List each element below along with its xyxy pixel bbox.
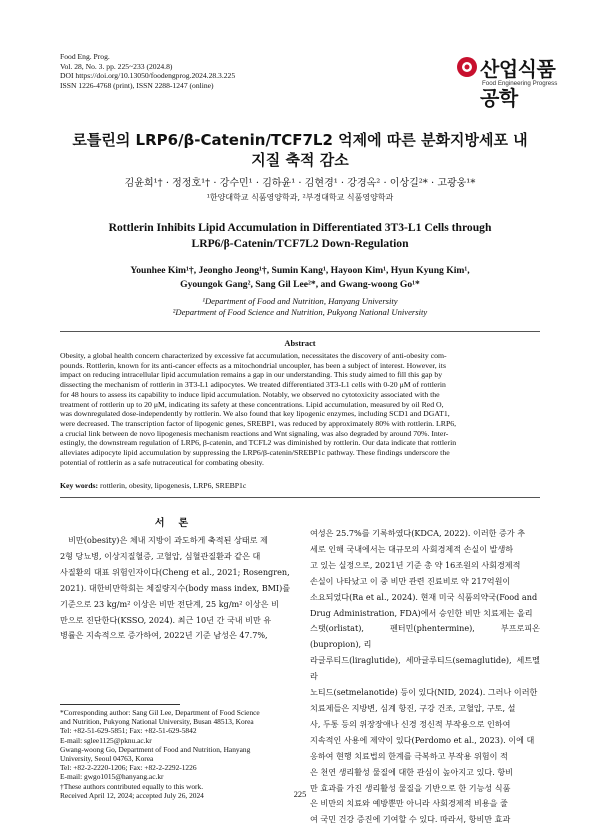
- body-line: 치료제들은 지방변, 심계 항진, 구강 건조, 고혈압, 구토, 설: [310, 702, 516, 713]
- abstract-line: treatment of rottlerin up to 20 μM, indicating its safety at these concentrations. Lipid accumulation, measured by oil Red O,: [60, 399, 444, 409]
- body-line: 세로 인해 국내에서는 대규모의 사회경제적 손실이 발생하: [310, 543, 514, 554]
- body-line: 노티드(setmelanotide) 등이 있다(NID, 2024). 그러나 이러한: [310, 687, 538, 698]
- journal-logo-icon: [456, 56, 478, 78]
- footnote-line: †These authors contributed equally to this work.: [60, 781, 204, 791]
- body-line: 기준으로 23 kg/m² 이상은 비만 전단계, 25 kg/m² 이상은 비: [60, 598, 279, 609]
- journal-doi: DOI https://doi.org/10.13050/foodengprog.2024.28.3.225: [60, 71, 236, 81]
- keywords-label: Key words:: [60, 481, 99, 490]
- journal-logo-subtitle: Food Engineering Progress: [482, 80, 558, 87]
- english-title-line: Rottlerin Inhibits Lipid Accumulation in Differentiated 3T3-L1 Cells through: [108, 221, 492, 234]
- abstract-line: Obesity, a global health concern characterized by excessive fat accumulation, necessitates the discovery of anti-obesity com-: [60, 351, 447, 360]
- journal-info: [60, 52, 235, 90]
- abstract-line: pounds. Rottlerin, known for its anti-cancer effects as a mitochondrial uncoupler, has been a subject of interest. However, its: [60, 360, 446, 370]
- body-line: 여 국민 건강 증진에 기여할 수 있다. 따라서, 항비만 효과: [310, 814, 511, 825]
- left-column: [60, 533, 297, 644]
- body-line: 라글루티드(liraglutide), 세마글루티드(semaglutide), 세트멜라: [310, 655, 540, 682]
- footnote-line: University, Seoul 04763, Korea: [60, 754, 154, 764]
- korean-title-line: 지질 축적 감소: [251, 151, 349, 169]
- footnote-line: E-mail: sglee1125@pknu.ac.kr: [60, 735, 152, 745]
- korean-authors: 김윤희¹† · 정정호¹† · 강수민¹ · 김하윤¹ · 김현경¹ · 강경옥² · 이상길²* · 고광웅¹*: [124, 178, 476, 189]
- english-authors: [80, 264, 520, 292]
- footnotes: [60, 708, 297, 800]
- abstract-line: impact on reducing intracellular lipid accumulation remains a gap in our understanding. This study aimed to fill this gap by: [60, 370, 443, 380]
- section-heading-introduction: 서론: [154, 518, 203, 529]
- footnote-rule: [60, 704, 180, 705]
- english-authors-line: Gyoungok Gang², Sang Gil Lee²*, and Gwang-woong Go¹*: [180, 279, 420, 290]
- keywords: [60, 481, 540, 490]
- journal-logo-title: 산업식품공학: [480, 57, 556, 110]
- right-column: [310, 526, 540, 828]
- body-line: 손실이 나타났고 이 중 비만 관련 진료비로 약 217억원이: [310, 575, 511, 586]
- journal-volume: Vol. 28, No. 3. pp. 225~233 (2024.8): [60, 61, 173, 71]
- korean-title-line: 로틀린의 LRP6/β-Catenin/TCF7L2 억제에 따른 분화지방세포 내: [72, 131, 528, 149]
- journal-name: Food Eng. Prog.: [60, 52, 110, 61]
- english-authors-line: Younhee Kim¹†, Jeongho Jeong¹†, Sumin Kang¹, Hayoon Kim¹, Hyun Kyung Kim¹,: [130, 265, 470, 276]
- english-title-line: LRP6/β-Catenin/TCF7L2 Down-Regulation: [191, 237, 409, 250]
- abstract-bottom-rule: [60, 497, 540, 498]
- footnote-line: Gwang-woong Go, Department of Food and Nutrition, Hanyang: [60, 744, 251, 754]
- footnote-line: Tel: +82-2-2220-1206; Fax: +82-2-2292-1226: [60, 763, 197, 773]
- body-line: Drug Administration, FDA)에서 승인한 비만 치료제는 올리: [310, 607, 533, 618]
- journal-logo: [456, 52, 568, 110]
- journal-issn: ISSN 1226-4768 (print), ISSN 2288-1247 (online): [60, 80, 214, 90]
- english-title: [60, 220, 540, 252]
- body-line: 은 천연 생리활성 물질에 대한 관심이 높아지고 있다. 항비: [310, 766, 513, 777]
- body-line: 사, 두통 등의 위장장애나 신경 정신적 부작용으로 인하여: [310, 718, 511, 729]
- abstract-line: a crucial link between de novo lipogenesis mechanism reactions and Wnt signaling, was also degraded by around 70%. Inter-: [60, 428, 449, 438]
- body-line: 사질환의 대표 위험인자이다(Cheng et al., 2021; Rosengren,: [60, 566, 290, 577]
- abstract-line: alleviates adipocyte lipid accumulation by suppressing the LRP6/β-catenin/SREBP1c pathway. These findings underscore the: [60, 448, 450, 458]
- body-line: 여성은 25.7%를 기록하였다(KDCA, 2022). 이러한 증가 추: [310, 528, 526, 538]
- body-line: 은 비만의 치료와 예방뿐만 아니라 사회경제적 비용을 줄: [310, 798, 508, 809]
- page-number: 225: [293, 790, 307, 799]
- english-affiliation: ²Department of Food Science and Nutrition, Pukyong National University: [172, 307, 428, 317]
- abstract-line: were decreased. The transcription factor of lipogenic genes, SREBP1, was reduced by approximately 80% with rottlerin. LRP6,: [60, 418, 457, 428]
- abstract-body: [60, 351, 540, 467]
- abstract-top-rule: [60, 331, 540, 332]
- english-affiliations: [60, 296, 540, 318]
- body-line: 소요되었다(Ra et al., 2024). 현재 미국 식품의약국(Food and: [310, 591, 538, 602]
- abstract-heading: Abstract: [284, 339, 316, 348]
- footnote-line: Received April 12, 2024; accepted July 26, 2024: [60, 790, 204, 800]
- korean-title: [60, 130, 540, 170]
- abstract-line: was downregulated dose-independently by rottlerin. We also found that key lipogenic enzymes, including SCD1 and DGAT1,: [60, 409, 450, 419]
- korean-affiliations: ¹한양대학교 식품영양학과, ²부경대학교 식품영양학과: [206, 193, 394, 202]
- body-line: 병률은 지속적으로 증가하여, 2022년 기준 남성은 47.7%,: [60, 630, 268, 641]
- body-line: 응하여 현행 치료법의 한계를 극복하고 부작용 위험이 적: [310, 750, 508, 761]
- body-line: 2형 당뇨병, 이상지질혈증, 고혈압, 심혈관질환과 같은 대: [60, 550, 261, 561]
- footnote-line: and Nutrition, Pukyong National University, Busan 48513, Korea: [60, 717, 254, 727]
- body-line: 스탯(orlistat), 펜터민(phentermine), 부프로피온(bupropion), 리: [310, 623, 540, 650]
- footnote-line: Tel: +82-51-629-5851; Fax: +82-51-629-5842: [60, 726, 197, 736]
- body-line: 지속적인 사용에 제약이 있다(Perdomo et al., 2023). 이에 대: [310, 734, 535, 745]
- body-line: 비만(obesity)은 체내 지방이 과도하게 축적된 상태로 제: [68, 535, 268, 545]
- abstract-line: for 48 hours to assess its capability to induce lipid accumulation. Notably, we observed no cytotoxicity associated with the: [60, 389, 440, 399]
- abstract-line: dissecting the mechanism of rottlerin in 3T3-L1 adipocytes. We treated differentiated 3T3-L1 cells with 0-20 μM of rottlerin: [60, 380, 446, 390]
- english-affiliation: ¹Department of Food and Nutrition, Hanyang University: [202, 296, 398, 306]
- abstract-line: potential of rottlerin as a safe nutraceutical for combating obesity.: [60, 457, 264, 467]
- abstract-line: estingly, the downstream regulation of LRP6, β-catenin, and TCFL2 was diminished by rottlerin. Our data indicate that rottlerin: [60, 438, 457, 448]
- body-line: 만으로 진단한다(KSSO, 2024). 최근 10년 간 국내 비만 유: [60, 614, 272, 625]
- body-line: 2021). 대한비만학회는 체질량지수(body mass index, BMI)를: [60, 582, 291, 593]
- body-line: 고 있는 실정으로, 2021년 기준 총 약 16조원의 사회경제적: [310, 559, 521, 570]
- keywords-text: rottlerin, obesity, lipogenesis, LRP6, SREBP1c: [98, 481, 247, 490]
- footnote-line: E-mail: gwgo1015@hanyang.ac.kr: [60, 772, 164, 782]
- footnote-line: *Corresponding author: Sang Gil Lee, Department of Food Science: [60, 708, 260, 717]
- body-line: 만 효과를 가진 생리활성 물질을 기반으로 한 기능성 식품: [310, 782, 511, 793]
